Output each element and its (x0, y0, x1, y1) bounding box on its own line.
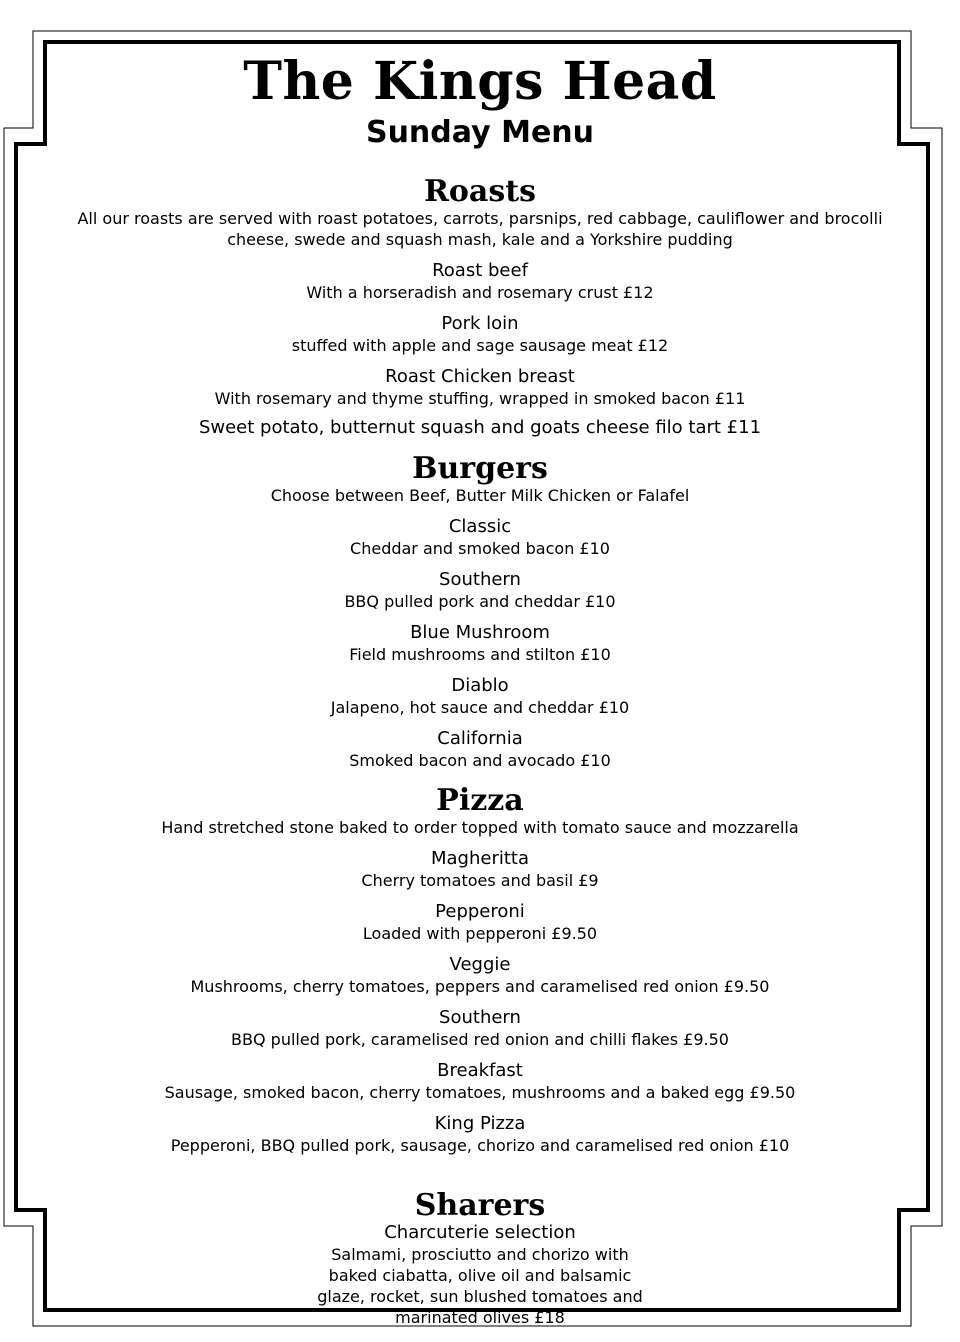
item-name: Blue Mushroom (410, 622, 550, 643)
item-name: Pepperoni (435, 901, 525, 922)
item-description: Cherry tomatoes and basil £9 (361, 871, 599, 890)
menu-item (70, 675, 890, 718)
item-description: Salmami, prosciutto and chorizo with baked ciabatta, olive oil and balsamic glaze, rocket, sun blushed tomatoes and marinated olives £18 (317, 1245, 643, 1327)
item-description: BBQ pulled pork, caramelised red onion and chilli flakes £9.50 (231, 1030, 729, 1049)
menu-item (70, 260, 890, 303)
item-name: California (437, 728, 523, 749)
section-heading: Pizza (436, 783, 524, 818)
item-description: Loaded with pepperoni £9.50 (362, 924, 598, 943)
menu-item (70, 1060, 890, 1103)
item-description: With a horseradish and rosemary crust £12 (306, 283, 654, 302)
item-name: Veggie (449, 954, 511, 975)
section-heading: Sharers (414, 1188, 546, 1223)
item-name: King Pizza (434, 1113, 526, 1134)
menu-item (70, 569, 890, 612)
item-description: With rosemary and thyme stuffing, wrapped in smoked bacon £11 (214, 389, 746, 408)
burgers-section (70, 453, 890, 771)
item-name: Southern (439, 569, 521, 590)
item-description: Cheddar and smoked bacon £10 (350, 539, 610, 558)
item-name: Roast Chicken breast (385, 366, 575, 387)
menu-content (70, 51, 890, 1327)
item-description: Jalapeno, hot sauce and cheddar £10 (330, 698, 630, 717)
item-description: Sausage, smoked bacon, cherry tomatoes, mushrooms and a baked egg £9.50 (164, 1083, 796, 1102)
menu-item (70, 1007, 890, 1050)
item-name: Magheritta (430, 848, 529, 869)
item-description: Smoked bacon and avocado £10 (349, 751, 611, 770)
vegetarian-item: Sweet potato, butternut squash and goats cheese filo tart £11 (198, 417, 762, 438)
menu-item (70, 1113, 890, 1156)
item-description: Pepperoni, BBQ pulled pork, sausage, chorizo and caramelised red onion £10 (170, 1136, 790, 1155)
section-description: Choose between Beef, Butter Milk Chicken or Falafel (270, 486, 690, 505)
menu-item (70, 954, 890, 997)
section-heading: Burgers (412, 451, 548, 486)
restaurant-title: The Kings Head (243, 51, 717, 112)
item-description: Mushrooms, cherry tomatoes, peppers and caramelised red onion £9.50 (190, 977, 770, 996)
item-name: Roast beef (432, 260, 528, 281)
sharers-section (70, 1190, 890, 1328)
menu-item (70, 366, 890, 409)
item-name: Pork loin (441, 313, 519, 334)
section-heading: Roasts (423, 174, 537, 209)
item-name: Southern (439, 1007, 521, 1028)
section-description: Hand stretched stone baked to order topped with tomato sauce and mozzarella (161, 818, 799, 837)
menu-item (70, 516, 890, 559)
menu-item (70, 728, 890, 771)
menu-item (70, 1222, 890, 1328)
pizza-section (70, 785, 890, 1156)
menu-subtitle: Sunday Menu (365, 115, 595, 150)
item-description: Field mushrooms and stilton £10 (349, 645, 611, 664)
item-description: stuffed with apple and sage sausage meat £12 (291, 336, 669, 355)
section-description: All our roasts are served with roast potatoes, carrots, parsnips, red cabbage, cauliflower and brocolli cheese, swede and squash mash, kale and a Yorkshire pudding (77, 209, 883, 249)
roasts-section (70, 176, 890, 439)
menu-item (70, 313, 890, 356)
menu-item (70, 622, 890, 665)
item-name: Diablo (451, 675, 509, 696)
item-name: Charcuterie selection (384, 1222, 576, 1243)
item-name: Classic (448, 516, 512, 537)
item-description: BBQ pulled pork and cheddar £10 (344, 592, 616, 611)
menu-item (70, 901, 890, 944)
menu-item (70, 848, 890, 891)
item-name: Breakfast (437, 1060, 523, 1081)
